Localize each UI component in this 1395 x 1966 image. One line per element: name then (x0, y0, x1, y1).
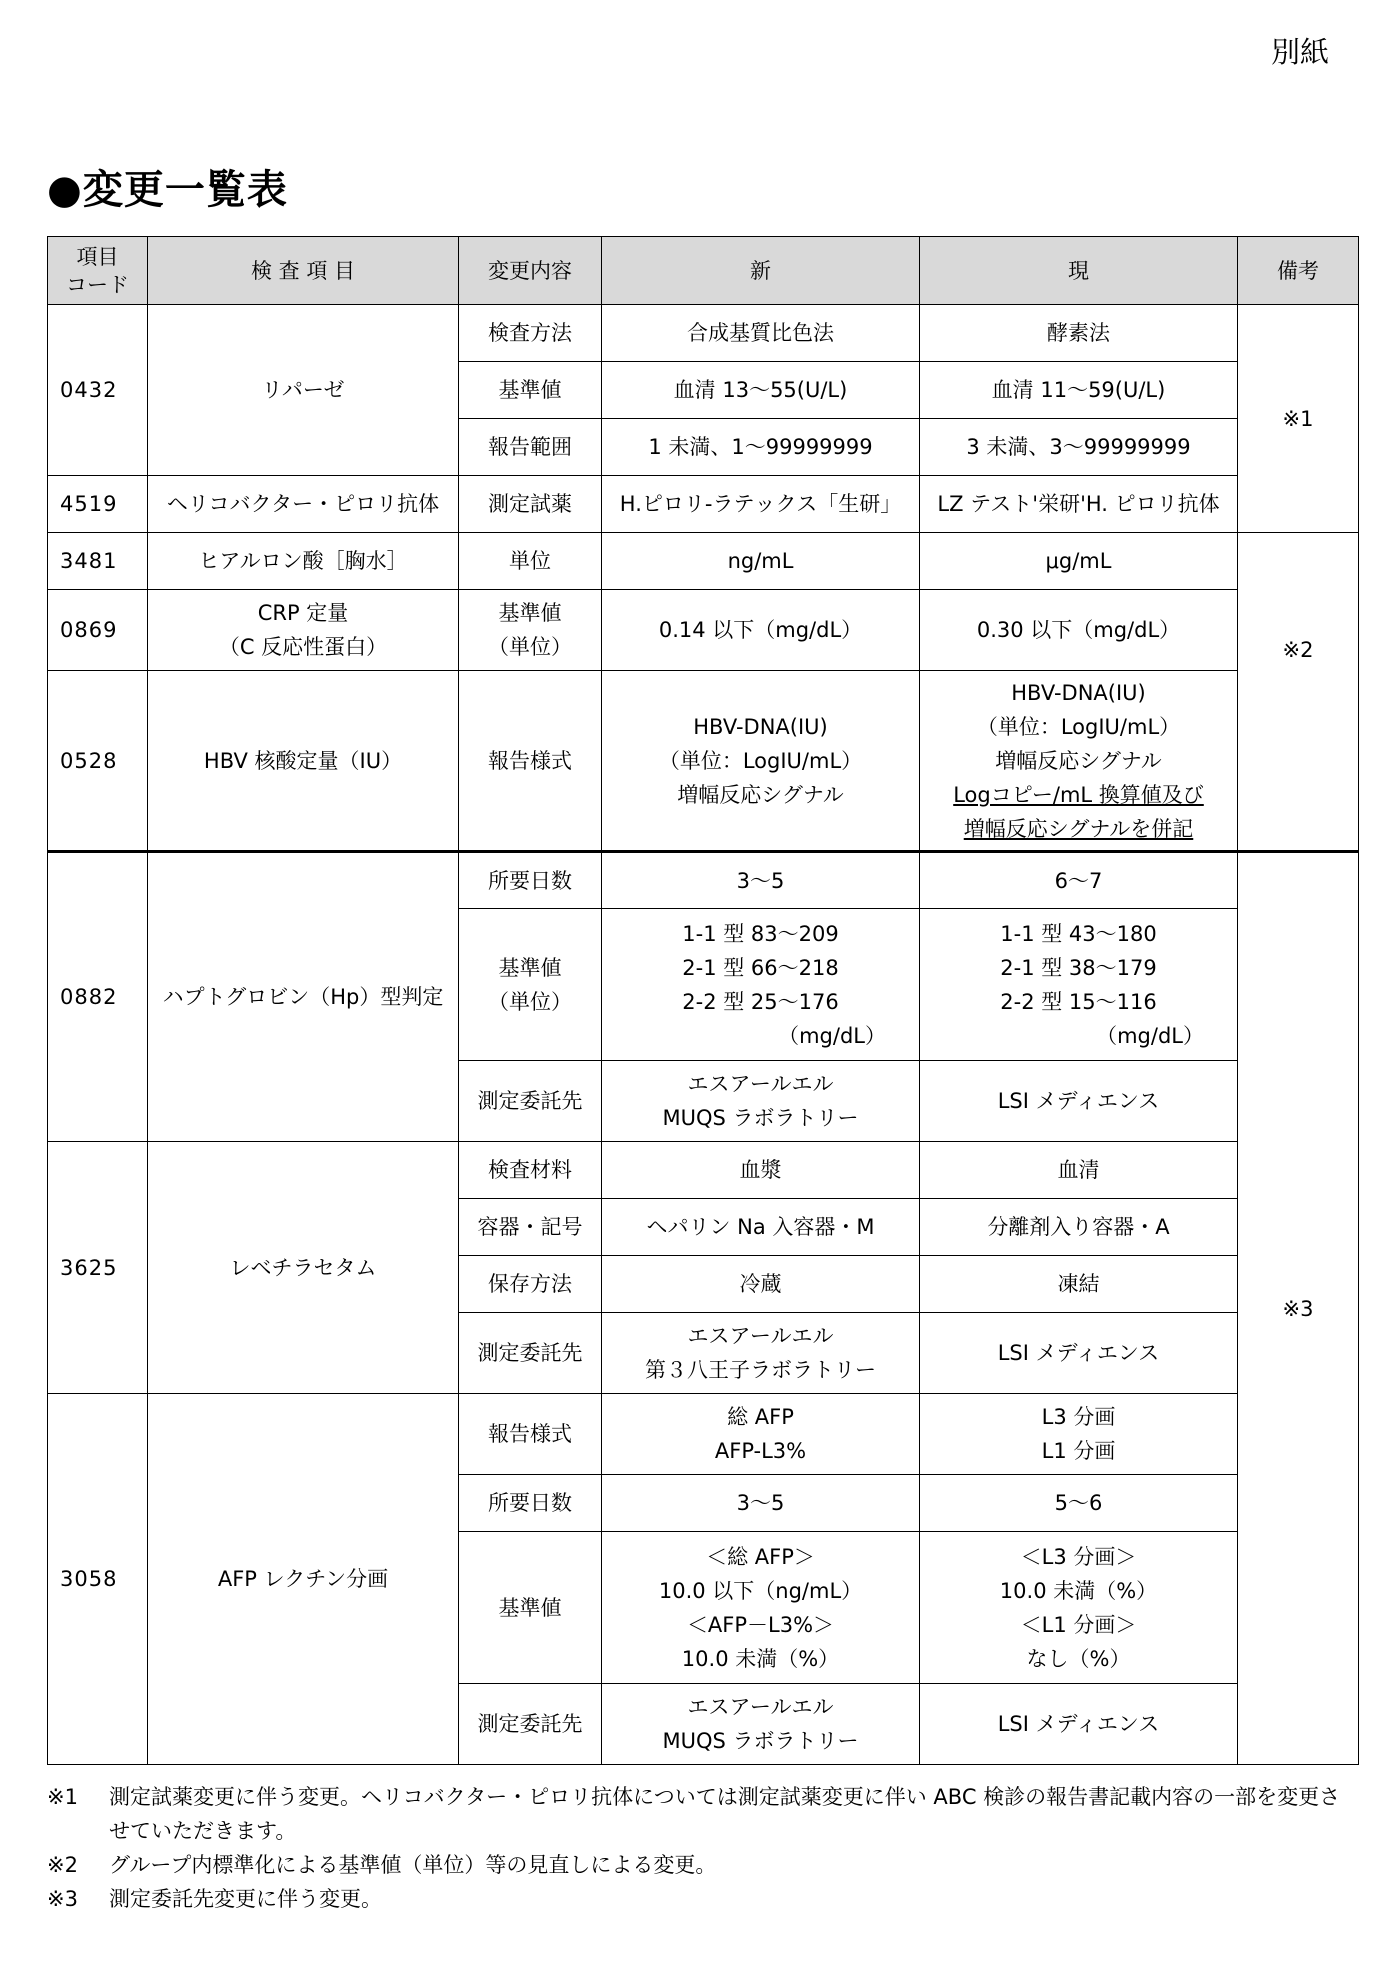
new-line: 増幅反応シグナル (677, 782, 844, 807)
footnote-mark: ※2 (47, 1853, 78, 1877)
table-row (48, 671, 1359, 852)
change-type: 測定委託先 (459, 1684, 602, 1765)
current-value (920, 909, 1238, 1061)
item-name: リパーゼ (148, 305, 459, 476)
current-unit: （mg/dL） (1096, 1023, 1204, 1048)
change-type: 測定委託先 (459, 1061, 602, 1142)
current-value: μg/mL (920, 533, 1238, 590)
header-item: 検 査 項 目 (148, 237, 459, 305)
current-line: ＜L1 分画＞ (1020, 1612, 1137, 1637)
header-current: 現 (920, 237, 1238, 305)
new-line: エスアールエル (687, 1072, 834, 1096)
item-name: ヒアルロン酸［胸水］ (148, 533, 459, 590)
footnotes (47, 1780, 1358, 1916)
attachment-label: 別紙 (1270, 35, 1329, 69)
new-line: エスアールエル (687, 1695, 834, 1719)
current-line: 10.0 未満（%） (999, 1578, 1158, 1603)
item-name-line2: （C 反応性蛋白） (218, 635, 388, 659)
item-code: 3481 (48, 533, 148, 590)
current-line: L1 分画 (1041, 1439, 1116, 1463)
current-value: 0.30 以下（mg/dL） (920, 590, 1238, 671)
current-value: 凍結 (920, 1256, 1238, 1313)
footnote-text: グループ内標準化による基準値（単位）等の見直しによる変更。 (109, 1853, 717, 1877)
item-name: AFP レクチン分画 (148, 1394, 459, 1765)
new-line: 10.0 未満（%） (681, 1646, 840, 1671)
header-remarks: 備考 (1238, 237, 1359, 305)
current-line-underlined: 増幅反応シグナルを併記 (963, 816, 1194, 841)
current-value (920, 1532, 1238, 1684)
new-line: 2-2 型 25～176 (682, 989, 839, 1014)
header-change: 変更内容 (459, 237, 602, 305)
item-name: HBV 核酸定量（IU） (148, 671, 459, 852)
new-line: 2-1 型 66～218 (682, 955, 839, 980)
footnote-2 (47, 1848, 1358, 1882)
current-line: 2-2 型 15～116 (1000, 989, 1157, 1014)
remarks-note2: ※2 (1238, 533, 1359, 852)
item-code: 0882 (48, 852, 148, 1142)
change-type: 測定試薬 (459, 476, 602, 533)
header-new: 新 (602, 237, 920, 305)
current-line: 1-1 型 43～180 (1000, 921, 1157, 946)
current-value: 血清 11～59(U/L) (920, 362, 1238, 419)
current-value: LZ テスト'栄研'H. ピロリ抗体 (920, 476, 1238, 533)
table-row (48, 305, 1359, 362)
new-value (602, 1532, 920, 1684)
new-line: ＜総 AFP＞ (706, 1544, 815, 1569)
change-type: 基準値 (459, 362, 602, 419)
new-line: MUQS ラボラトリー (662, 1729, 859, 1753)
new-value: 1 未満、1～99999999 (602, 419, 920, 476)
table-row (48, 533, 1359, 590)
change-type: 所要日数 (459, 852, 602, 909)
footnote-3 (47, 1882, 1358, 1916)
remarks-note3: ※3 (1238, 852, 1359, 1765)
new-line: 10.0 以下（ng/mL） (658, 1578, 863, 1603)
page-title: ●変更一覧表 (47, 167, 288, 213)
current-value: 5～6 (920, 1475, 1238, 1532)
new-value: ヘパリン Na 入容器・M (602, 1199, 920, 1256)
item-name: ヘリコバクター・ピロリ抗体 (148, 476, 459, 533)
change-type: 測定委託先 (459, 1313, 602, 1394)
new-line: （単位：LogIU/mL） (658, 748, 863, 773)
change-type: 報告範囲 (459, 419, 602, 476)
new-value: 3～5 (602, 1475, 920, 1532)
table-row (48, 1394, 1359, 1475)
new-value (602, 1394, 920, 1475)
table-row (48, 852, 1359, 909)
current-value (920, 1394, 1238, 1475)
change-type: 報告様式 (459, 671, 602, 852)
change-list-table (47, 236, 1359, 1765)
new-line: 1-1 型 83～209 (682, 921, 839, 946)
new-value: 3～5 (602, 852, 920, 909)
current-value: LSI メディエンス (920, 1684, 1238, 1765)
item-code: 0432 (48, 305, 148, 476)
change-type: 容器・記号 (459, 1199, 602, 1256)
table-header-row (48, 237, 1359, 305)
footnote-mark: ※3 (47, 1887, 78, 1911)
change-type: 基準値 (459, 1532, 602, 1684)
change-type: 報告様式 (459, 1394, 602, 1475)
new-unit: （mg/dL） (778, 1023, 886, 1048)
new-value: ng/mL (602, 533, 920, 590)
new-value (602, 909, 920, 1061)
current-line: ＜L3 分画＞ (1020, 1544, 1137, 1569)
new-value (602, 1061, 920, 1142)
new-value: 血清 13～55(U/L) (602, 362, 920, 419)
table-row (48, 590, 1359, 671)
table-row (48, 1142, 1359, 1199)
new-line: ＜AFP－L3%＞ (686, 1612, 835, 1637)
item-code: 3058 (48, 1394, 148, 1765)
change-type: 検査材料 (459, 1142, 602, 1199)
new-line: 第３八王子ラボラトリー (645, 1358, 876, 1382)
change-type (459, 590, 602, 671)
item-name: ハプトグロビン（Hp）型判定 (148, 852, 459, 1142)
current-value: 分離剤入り容器・A (920, 1199, 1238, 1256)
table-row (48, 476, 1359, 533)
new-value: 血漿 (602, 1142, 920, 1199)
new-value: 合成基質比色法 (602, 305, 920, 362)
item-code: 0869 (48, 590, 148, 671)
change-type-line2: （単位） (488, 635, 572, 659)
new-value (602, 1313, 920, 1394)
current-line: 2-1 型 38～179 (1000, 955, 1157, 980)
item-code: 3625 (48, 1142, 148, 1394)
current-line: 増幅反応シグナル (995, 748, 1162, 773)
new-line: 総 AFP (727, 1405, 794, 1429)
new-value: 冷蔵 (602, 1256, 920, 1313)
new-value: H.ピロリ-ラテックス「生研」 (602, 476, 920, 533)
footnote-text: 測定試薬変更に伴う変更。ヘリコバクター・ピロリ抗体については測定試薬変更に伴い ABC 検診の報告書記載内容の一部を変更させていただきます。 (109, 1785, 1341, 1843)
change-type-line1: 基準値 (498, 955, 562, 980)
change-type: 単位 (459, 533, 602, 590)
current-value: 血清 (920, 1142, 1238, 1199)
item-code: 0528 (48, 671, 148, 852)
new-value: 0.14 以下（mg/dL） (602, 590, 920, 671)
current-value: 3 未満、3～99999999 (920, 419, 1238, 476)
new-line: エスアールエル (687, 1324, 834, 1348)
current-line: HBV-DNA(IU) (1011, 680, 1146, 705)
change-type: 検査方法 (459, 305, 602, 362)
current-value: 6～7 (920, 852, 1238, 909)
item-name-line1: CRP 定量 (257, 601, 349, 625)
footnote-mark: ※1 (47, 1785, 78, 1809)
current-line-underlined: Logコピー/mL 換算値及び (953, 782, 1204, 807)
item-code: 4519 (48, 476, 148, 533)
new-line: MUQS ラボラトリー (662, 1106, 859, 1130)
new-line: HBV-DNA(IU) (693, 714, 828, 739)
header-code-line1: 項目 (76, 244, 119, 269)
current-value: LSI メディエンス (920, 1313, 1238, 1394)
header-code (48, 237, 148, 305)
change-type: 所要日数 (459, 1475, 602, 1532)
current-value (920, 671, 1238, 852)
current-line: （単位：LogIU/mL） (976, 714, 1181, 739)
item-name: レベチラセタム (148, 1142, 459, 1394)
remarks-note1: ※1 (1238, 305, 1359, 533)
new-value (602, 1684, 920, 1765)
change-type: 保存方法 (459, 1256, 602, 1313)
current-line: L3 分画 (1041, 1405, 1116, 1429)
change-type-line2: （単位） (488, 989, 572, 1014)
new-value (602, 671, 920, 852)
footnote-text: 測定委託先変更に伴う変更。 (109, 1887, 382, 1911)
item-name (148, 590, 459, 671)
change-type-line1: 基準値 (498, 601, 562, 625)
new-line: AFP-L3% (714, 1439, 807, 1463)
current-line: なし（%） (1026, 1646, 1131, 1671)
current-value: LSI メディエンス (920, 1061, 1238, 1142)
current-value: 酵素法 (920, 305, 1238, 362)
header-code-line2: コード (66, 272, 129, 297)
footnote-1 (47, 1780, 1358, 1848)
change-type (459, 909, 602, 1061)
